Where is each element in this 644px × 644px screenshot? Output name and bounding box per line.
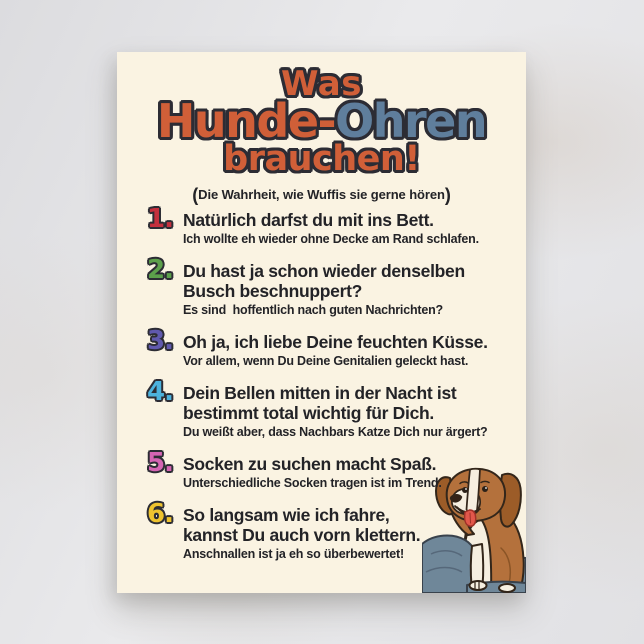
item-heading-line: bestimmt total wichtig für Dich. [183,403,434,423]
item-subtext: Anschnallen ist ja eh so überbewertet! [183,547,404,561]
title-line-2 [117,94,526,148]
title-line-2-blue: Ohren [335,94,487,148]
item-text [183,505,512,562]
list-item [147,326,512,369]
item-subtext: Unterschiedliche Socken tragen ist im Trend. [183,476,442,490]
item-heading-line: Busch beschnuppert? [183,281,363,301]
item-subtext: Ich wollte eh wieder ohne Decke am Rand schlafen. [183,232,479,246]
item-heading-line: Oh ja, ich liebe Deine feuchten Küsse. [183,332,488,352]
item-heading-line: Dein Bellen mitten in der Nacht ist [183,383,457,403]
list-item [147,448,512,491]
title-line-3: brauchen! [223,139,420,179]
dog-rear-paw [499,584,515,592]
item-heading-line: So langsam wie ich fahre, [183,505,390,525]
item-number: 4. [147,377,173,407]
item-number: 6. [147,499,173,529]
item-text [183,332,512,369]
subtitle-text: Die Wahrheit, wie Wuffis sie gerne hören [198,187,445,202]
list-item [147,499,512,562]
title-block [117,64,526,206]
item-subtext: Es sind hoffentlich nach guten Nachrichten? [183,303,443,317]
item-subtext: Vor allem, wenn Du Deine Genitalien geleckt hast. [183,354,469,368]
subtitle-open-paren: ( [192,185,199,205]
title-line-2-orange: Hunde- [156,94,336,148]
reasons-list [147,204,512,576]
item-number: 5. [147,448,173,478]
item-number: 2. [147,255,173,285]
item-number: 1. [147,204,173,234]
subtitle [117,185,526,206]
subtitle-close-paren: ) [444,185,451,205]
list-item [147,204,512,247]
dog-front-paw [470,581,487,590]
postcard [117,52,526,593]
list-item [147,255,512,318]
title-line-1: Was [281,64,362,104]
item-text [183,261,512,318]
item-number: 3. [147,326,173,356]
item-heading-line: kannst Du auch vorn klettern. [183,525,421,545]
item-heading-line: Du hast ja schon wieder denselben [183,261,465,281]
list-item [147,377,512,440]
item-heading-line: Socken zu suchen macht Spaß. [183,454,437,474]
item-text [183,383,512,440]
item-heading-line: Natürlich darfst du mit ins Bett. [183,210,434,230]
item-subtext: Du weißt aber, dass Nachbars Katze Dich nur ärgert? [183,425,488,439]
item-text [183,210,512,247]
item-text [183,454,512,491]
